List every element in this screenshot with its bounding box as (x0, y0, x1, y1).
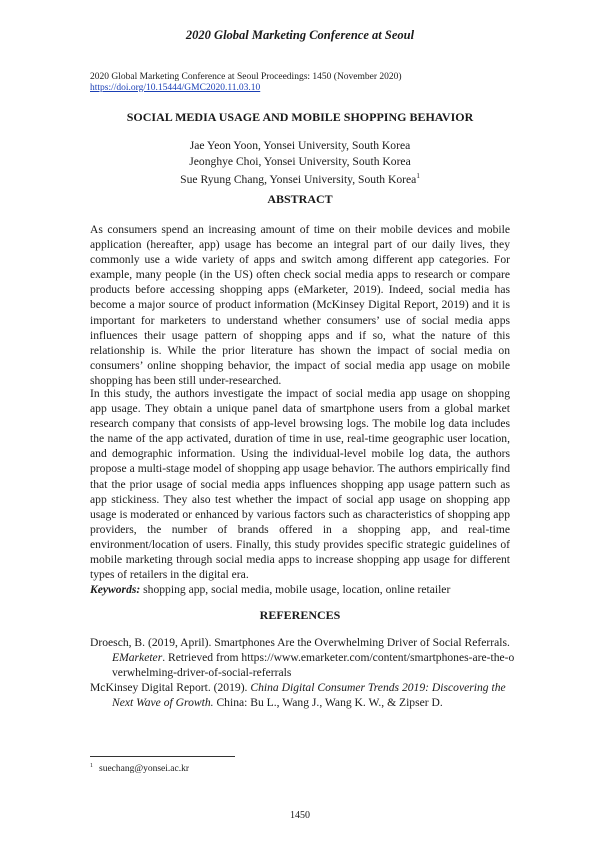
author-2: Jeonghye Choi, Yonsei University, South Korea (189, 154, 411, 168)
reference-1-source: EMarketer (112, 650, 163, 664)
keywords-label: Keywords: (90, 583, 141, 596)
reference-2-publisher: China: Bu L., Wang J., Wang K. W., & Zipser D. (213, 696, 443, 710)
running-head: 2020 Global Marketing Conference at Seoul (185, 28, 415, 42)
footnote-divider (90, 756, 235, 757)
footnote-mark: 1 (90, 763, 93, 769)
footnote-email: suechang@yonsei.ac.kr (99, 764, 189, 775)
author-1: Jae Yeon Yoon, Yonsei University, South Korea (189, 139, 411, 152)
doi-link[interactable]: https://doi.org/10.15444/GMC2020.11.03.10 (90, 83, 261, 93)
author-3-text: Sue Ryung Chang, Yonsei University, South Korea (180, 172, 417, 186)
abstract-heading: ABSTRACT (267, 192, 333, 206)
keywords-text: shopping app, social media, mobile usage, location, online retailer (143, 583, 451, 596)
references-heading: REFERENCES (259, 608, 341, 622)
author-list (0, 138, 600, 187)
reference-2-title: China Digital Consumer Trends 2019: Discovering the Next Wave of Growth. (112, 681, 506, 710)
reference-2-text: McKinsey Digital Report. (2019). (90, 681, 251, 695)
abstract-paragraph-2: In this study, the authors investigate the impact of social media app usage on shopping app usage. They obtain a unique panel data of smartphone users from a global market research company that consists of app-level browsing logs. The mobile log data includes the name of the app activated, duration of time in use, real-time geographic user location, and demographic information. Using the individual-level mobile log data, the authors propose a multi-stage model of shopping app usage behavior. The authors empirically find that the prior usage of social media apps influences shopping app usage pattern such as app stickiness. They also test whether the impact of social app usage on shopping app usage is moderated or enhanced by various factors such as characteristics of shopping app providers, the number of brands offered in a shopping app, and real-time environment/location of users. Finally, this study provides specific strategic guidelines of mobile marketing through social media apps to increase shopping app usage for different types of retailers in the digital era. (90, 387, 510, 582)
reference-1-retrieval: . Retrieved from https://www.emarketer.com/content/smartphones-are-the-overwhelming-driver-of-social-referrals (112, 650, 515, 679)
proceedings-line: 2020 Global Marketing Conference at Seoul Proceedings: 1450 (November 2020) (90, 72, 402, 82)
references-list (90, 636, 515, 712)
reference-1-text: Droesch, B. (2019, April). Smartphones Are the Overwhelming Driver of Social Referrals. (90, 636, 510, 649)
keywords (90, 582, 520, 597)
page-number: 1450 (290, 810, 310, 821)
abstract-paragraph-1: As consumers spend an increasing amount of time on their mobile devices and mobile application (hereafter, app) usage has become an integral part of our daily lives, they commonly use a wide variety of apps and switch among different app categories. For example, many people (in the US) often check social media apps to research or compare products before accessing shopping apps (eMarketer, 2019). Indeed, social media has become a major source of product information (McKinsey Digital Report, 2019) and it is important for marketers to understand whether consumers’ use of social media apps influences their usage pattern of shopping apps and if so, what the nature of this relationship is. While the prior literature has shown the impact of social media on consumers’ online shopping behavior, the impact of social media app usage on mobile shopping has been still under-researched. (90, 223, 510, 387)
proceedings-info (90, 72, 402, 94)
reference-item-2 (90, 681, 515, 711)
paper-title: SOCIAL MEDIA USAGE AND MOBILE SHOPPING BEHAVIOR (126, 110, 474, 124)
footnote (90, 763, 189, 774)
author-footnote-mark: 1 (416, 172, 420, 180)
author-3 (0, 169, 600, 187)
reference-item-1 (90, 636, 515, 680)
